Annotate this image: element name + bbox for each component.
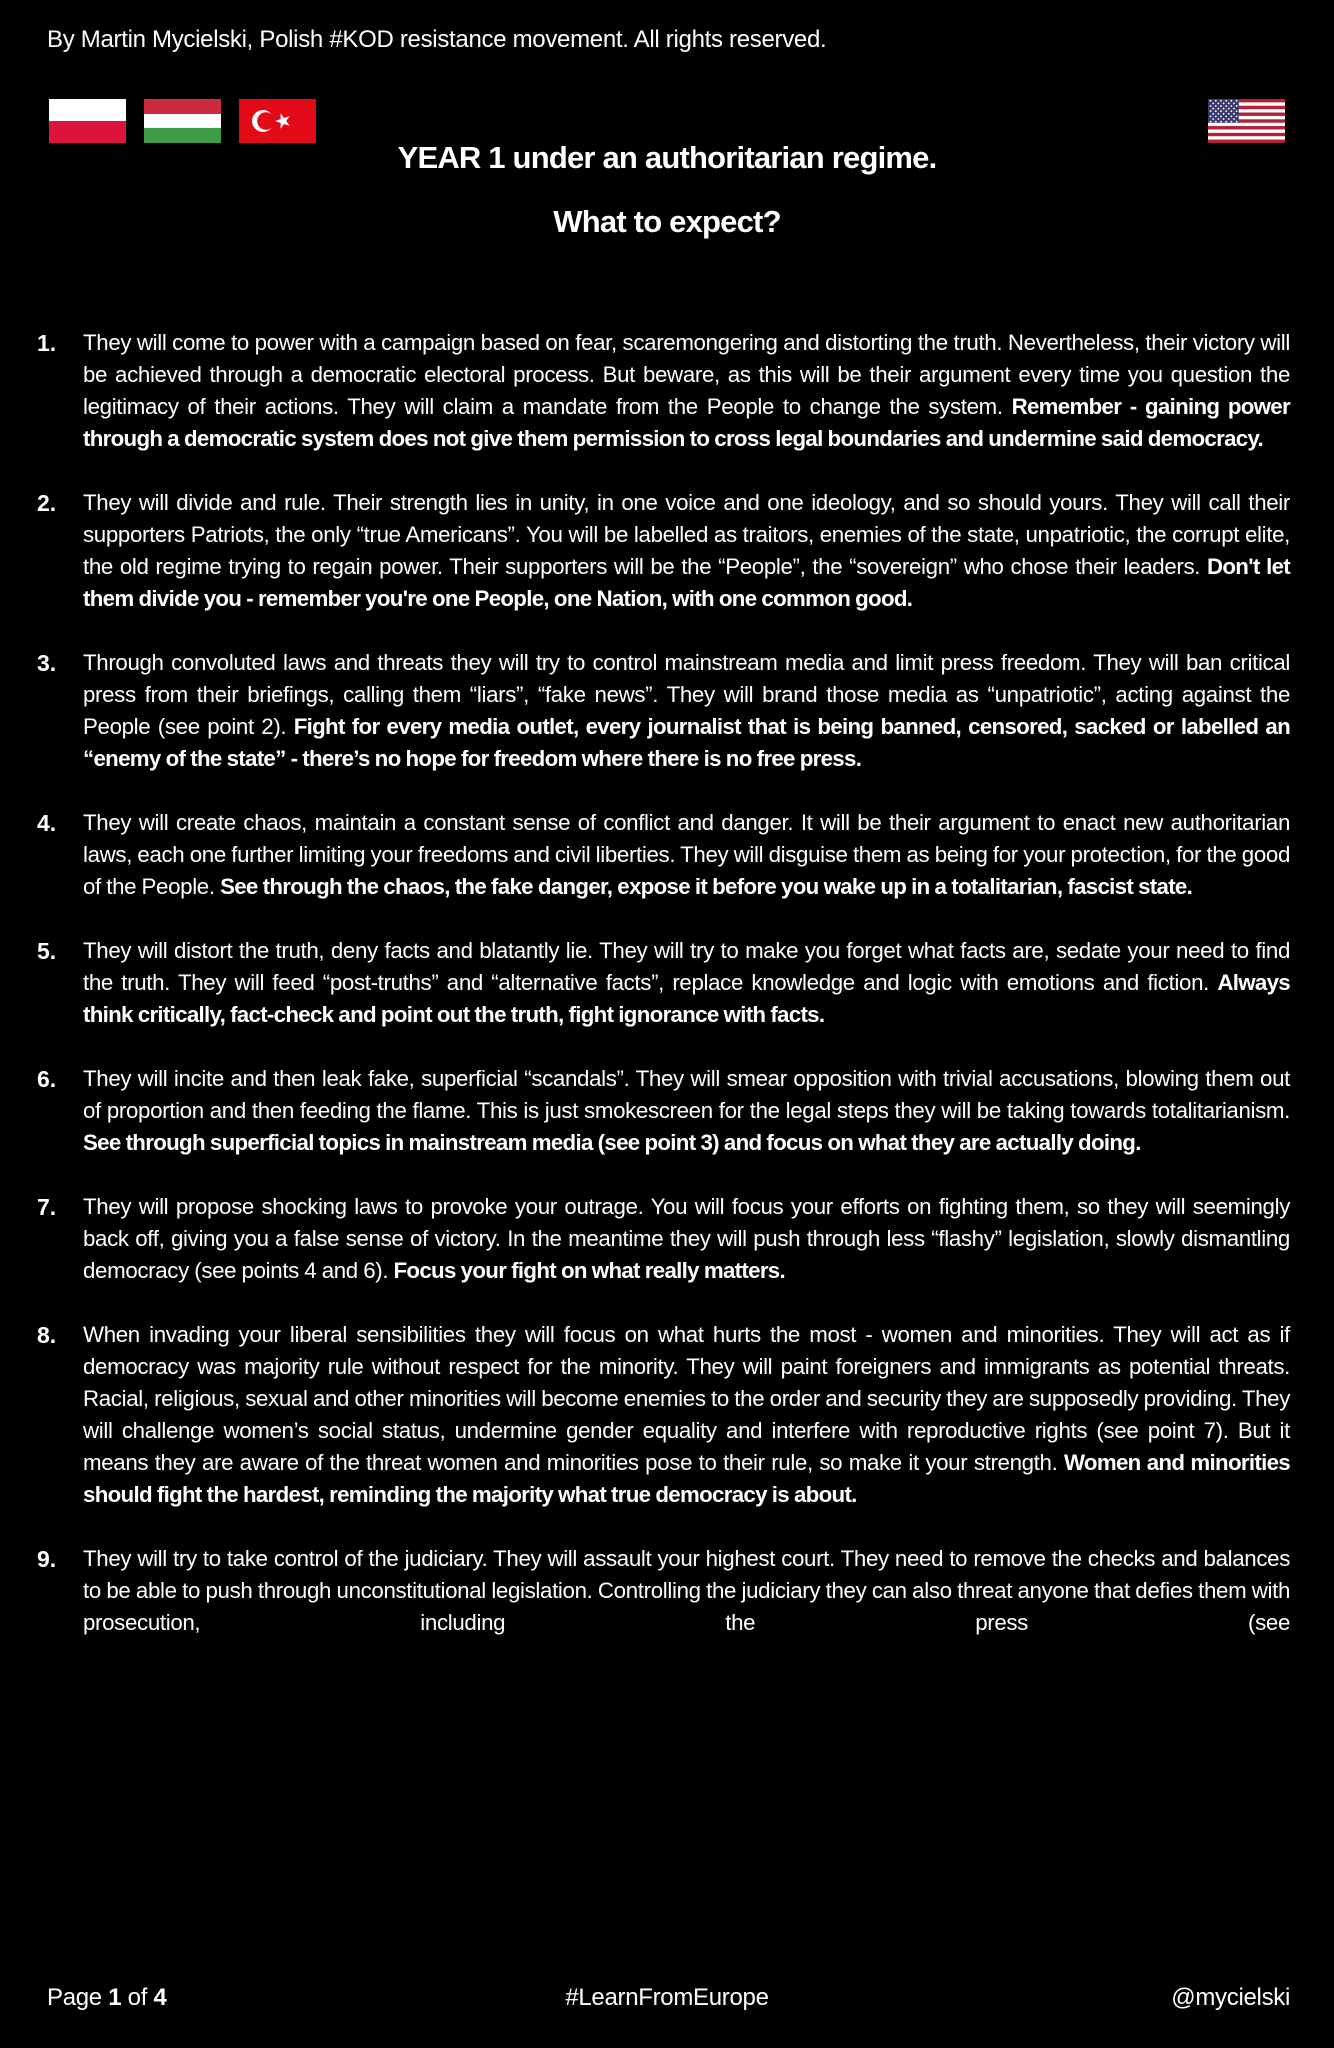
item-body: They will distort the truth, deny facts and blatantly lie. They will try to make you forget what facts are, sedate your need to find the truth. They will feed “post-truths” and “alternative facts”, replace knowledge and logic with emotions and fiction.: [83, 938, 1290, 995]
item-emphasis: Always think critically, fact-check and point out the truth, fight ignorance with facts.: [83, 970, 1290, 1027]
hungary-flag-icon: [144, 99, 221, 143]
item-number: 1.: [37, 330, 57, 356]
item-body: They will propose shocking laws to provoke your outrage. You will focus your efforts on fighting them, so they will seemingly back off, giving you a false sense of victory. In the meantime they will push through less “flashy” legislation, slowly dismantling democracy (see points 4 and 6).: [83, 1194, 1290, 1283]
list-item: [37, 487, 1290, 615]
item-text: [83, 1191, 1290, 1287]
item-text: [83, 1063, 1290, 1159]
list-item: [37, 935, 1290, 1031]
turkey-flag-icon: [239, 99, 316, 143]
page-current: 1: [108, 1984, 122, 2011]
item-text: [83, 1543, 1290, 1639]
item-text: [83, 647, 1290, 775]
item-number: 3.: [37, 650, 57, 676]
item-number: 8.: [37, 1322, 57, 1348]
poland-flag-icon: [49, 99, 126, 143]
item-emphasis: Fight for every media outlet, every journalist that is being banned, censored, sacked or labelled an “enemy of the state” - there’s no hope for freedom where there is no free press.: [83, 714, 1290, 771]
item-number: 2.: [37, 490, 57, 516]
item-emphasis: Remember - gaining power through a democratic system does not give them permission to cross legal boundaries and undermine said democracy.: [83, 394, 1290, 451]
byline: By Martin Mycielski, Polish #KOD resistance movement. All rights reserved.: [47, 26, 827, 53]
item-text: [83, 1319, 1290, 1511]
item-body: They will divide and rule. Their strength lies in unity, in one voice and one ideology, and so should yours. They will call their supporters Patriots, the only “true Americans”. You will be labelled as traitors, enemies of the state, unpatriotic, the corrupt elite, the old regime trying to regain power. Their supporters will be the “People”, the “sovereign” who chose their leaders.: [83, 490, 1290, 579]
item-emphasis: See through the chaos, the fake danger, expose it before you wake up in a totalitarian, fascist state.: [220, 874, 1193, 899]
item-body: Through convoluted laws and threats they will try to control mainstream media and limit press freedom. They will ban critical press from their briefings, calling them “liars”, “fake news”. They will brand those media as “unpatriotic”, acting against the People (see point 2).: [83, 650, 1290, 739]
page-subtitle: What to expect?: [553, 204, 781, 239]
page-title: YEAR 1 under an authoritarian regime.: [397, 140, 937, 175]
page-total: 4: [153, 1984, 167, 2011]
item-number: 9.: [37, 1546, 57, 1572]
item-emphasis: See through superficial topics in mainstream media (see point 3) and focus on what they are actually doing.: [83, 1130, 1141, 1155]
item-emphasis: Don't let them divide you - remember you're one People, one Nation, with one common good.: [83, 554, 1291, 611]
item-text: [83, 935, 1290, 1031]
item-number: 5.: [37, 938, 57, 964]
item-number: 7.: [37, 1194, 57, 1220]
item-text: [83, 807, 1290, 903]
twitter-handle: @mycielski: [1171, 1984, 1290, 2011]
item-body: They will try to take control of the judiciary. They will assault your highest court. They need to remove the checks and balances to be able to push through unconstitutional legislation. Controlling the judiciary they can also threat anyone that defies them with prosecution, including the press (see: [83, 1546, 1290, 1635]
item-number: 4.: [37, 810, 57, 836]
item-text: [83, 487, 1290, 615]
item-text: [83, 327, 1290, 455]
usa-flag-icon: [1208, 99, 1285, 143]
item-body: When invading your liberal sensibilities they will focus on what hurts the most - women and minorities. They will act as if democracy was majority rule without respect for the minority. They will paint foreigners and immigrants as potential threats. Racial, religious, sexual and other minorities will become enemies to the order and security they are supposedly providing. They will challenge women’s social status, undermine gender equality and interfere with reproductive rights (see point 7). But it means they are aware of the threat women and minorities pose to their rule, so make it your strength.: [83, 1322, 1290, 1475]
item-body: They will create chaos, maintain a constant sense of conflict and danger. It will be their argument to enact new authoritarian laws, each one further limiting your freedoms and civil liberties. They will disguise them as being for your protection, for the good of the People.: [83, 810, 1290, 899]
page-of-label: of: [121, 1984, 154, 2011]
points-list: [37, 327, 1290, 1671]
list-item: [37, 647, 1290, 775]
hashtag: #LearnFromEurope: [565, 1984, 769, 2011]
item-number: 6.: [37, 1066, 57, 1092]
list-item: [37, 807, 1290, 903]
item-body: They will come to power with a campaign based on fear, scaremongering and distorting the truth. Nevertheless, their victory will be achieved through a democratic electoral process. But beware, as this will be their argument every time you question the legitimacy of their actions. They will claim a mandate from the People to change the system.: [83, 330, 1290, 419]
list-item: [37, 327, 1290, 455]
page-label: Page: [47, 1984, 109, 2011]
list-item: [37, 1543, 1290, 1639]
item-emphasis: Focus your fight on what really matters.: [393, 1258, 785, 1283]
list-item: [37, 1319, 1290, 1511]
list-item: [37, 1063, 1290, 1159]
list-item: [37, 1191, 1290, 1287]
item-emphasis: Women and minorities should fight the hardest, reminding the majority what true democracy is about.: [83, 1450, 1290, 1507]
item-body: They will incite and then leak fake, superficial “scandals”. They will smear opposition with trivial accusations, blowing them out of proportion and then feeding the flame. This is just smokescreen for the legal steps they will be taking towards totalitarianism.: [83, 1066, 1290, 1123]
